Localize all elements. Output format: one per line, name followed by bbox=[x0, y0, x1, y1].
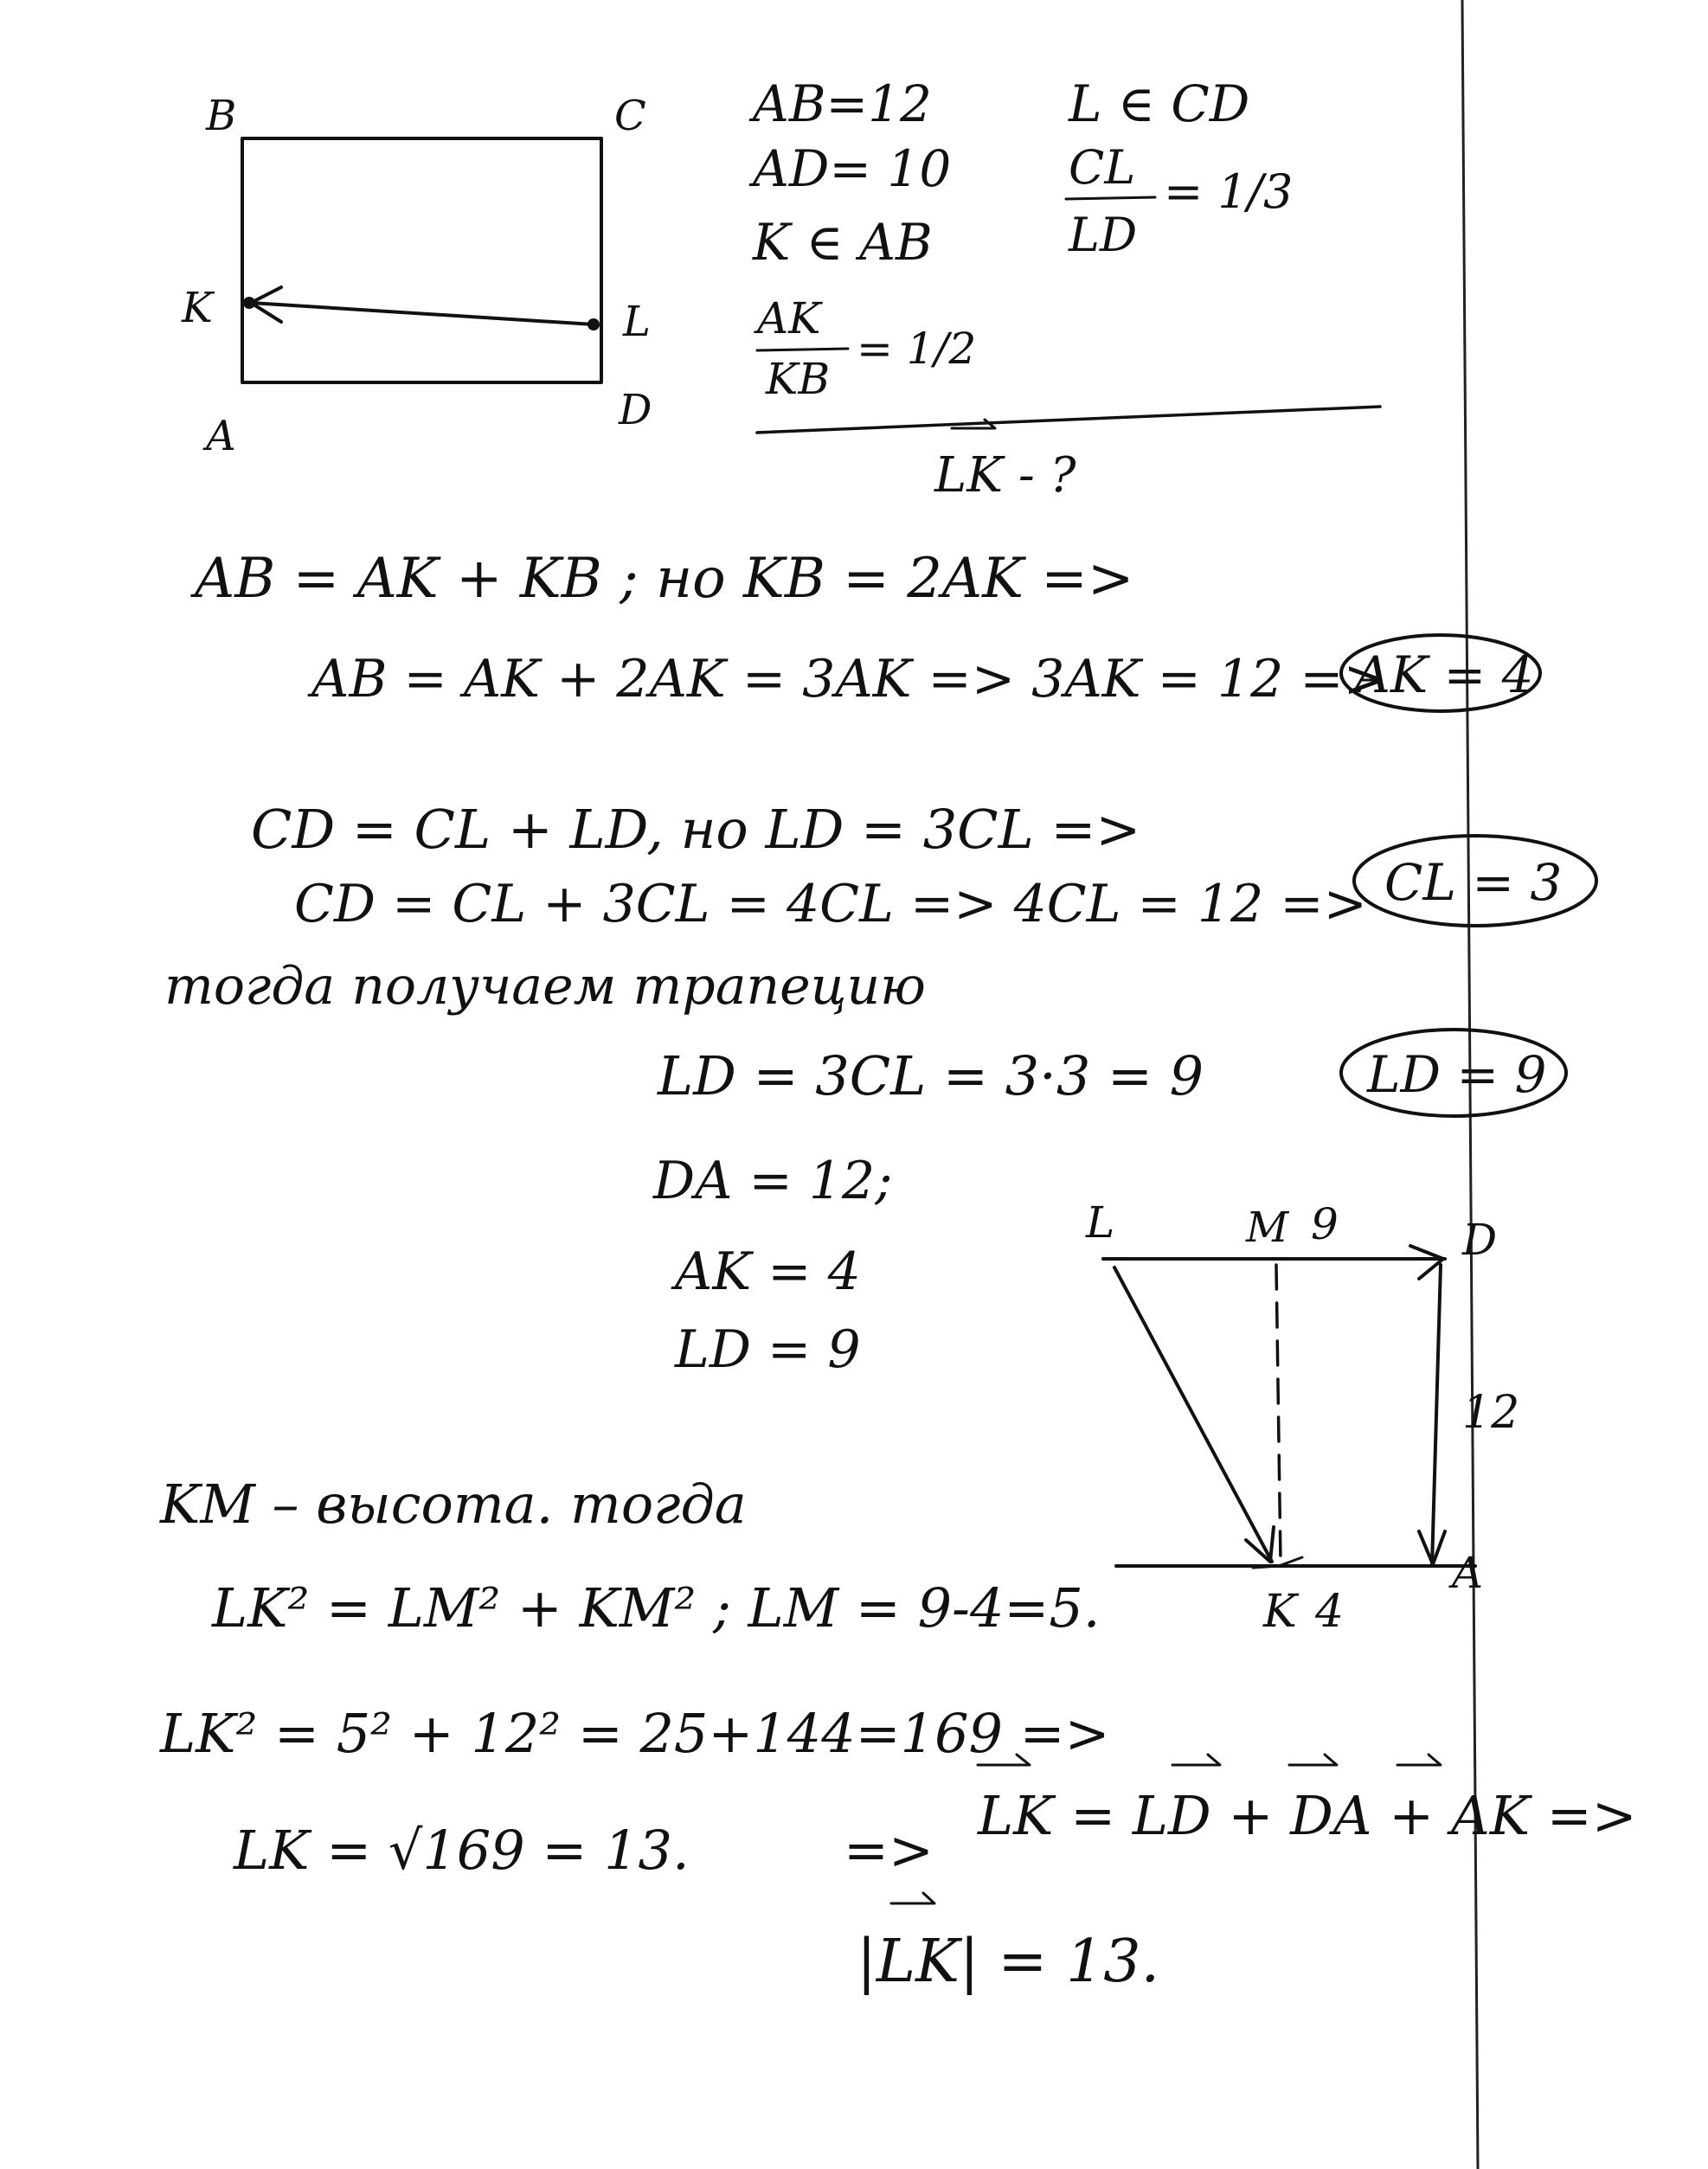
solution-line-3: CD = CL + LD, но LD = 3CL => bbox=[251, 798, 1141, 861]
given-block bbox=[748, 74, 1380, 504]
given-ratio-cl-denominator: LD bbox=[1069, 208, 1138, 262]
trapezoid-height-km bbox=[1276, 1265, 1281, 1562]
point-k-dot bbox=[243, 297, 255, 309]
given-ratio-cl-numerator: CL bbox=[1069, 140, 1136, 195]
vector-ak-arrow-mark bbox=[1397, 1755, 1441, 1765]
solution-line-6: LD = 3CL = 3·3 = 9 bbox=[658, 1044, 1204, 1107]
rectangle-abcd bbox=[242, 138, 601, 382]
vertex-c-label: C bbox=[614, 92, 646, 140]
top-length-label: 9 bbox=[1311, 1199, 1339, 1249]
given-ratio-cl-value: = 1/3 bbox=[1164, 164, 1294, 219]
solution-line-9: LK² = 5² + 12² = 25+144=169 => bbox=[160, 1702, 1110, 1765]
given-ratio-ak-bar bbox=[757, 349, 848, 350]
solution-line-4: CD = CL + 3CL = 4CL => 4CL = 12 => bbox=[294, 874, 1367, 934]
point-l-label-2: L bbox=[1086, 1197, 1115, 1248]
point-l-label: L bbox=[623, 298, 651, 346]
given-l-on-cd: L ∈ CD bbox=[1069, 74, 1250, 133]
vertex-a-label: A bbox=[206, 412, 236, 460]
vector-lk-line bbox=[251, 303, 594, 324]
trapezoid-lk-arrowhead bbox=[1246, 1527, 1274, 1562]
solution-line-5: тогда получаем трапецию bbox=[164, 956, 926, 1017]
solution-block bbox=[159, 547, 1637, 1996]
given-ratio-cl-bar bbox=[1066, 197, 1155, 199]
trapezoid-side-lk bbox=[1114, 1267, 1272, 1562]
solution-line-7: KM – высота. тогда bbox=[160, 1473, 747, 1536]
side-length-label: 12 bbox=[1462, 1387, 1520, 1439]
point-l-dot bbox=[588, 318, 600, 330]
solution-line-8: LK² = LM² + KM² ; LM = 9-4=5. bbox=[212, 1576, 1101, 1640]
list-da: DA = 12; bbox=[653, 1151, 893, 1211]
rectangle-figure bbox=[181, 92, 652, 460]
answer-cl: CL = 3 bbox=[1384, 853, 1563, 912]
point-k-label-2: K bbox=[1263, 1586, 1297, 1638]
vector-ld-arrow-mark bbox=[1172, 1755, 1220, 1765]
solution-line-10-arrow: => bbox=[844, 1819, 934, 1882]
point-a-label-2: A bbox=[1452, 1548, 1484, 1598]
final-answer: |LK| = 13. bbox=[857, 1928, 1160, 1996]
answer-ak: AK = 4 bbox=[1354, 645, 1534, 704]
given-ab: AB=12 bbox=[753, 74, 932, 133]
vector-da-arrow-mark bbox=[1289, 1755, 1337, 1765]
vector-equation: LK = LD + DA + AK => bbox=[978, 1784, 1637, 1847]
list-ak: AK = 4 bbox=[675, 1242, 861, 1302]
final-vector-arrow bbox=[891, 1893, 934, 1903]
trapezoid-ld-arrowhead bbox=[1410, 1246, 1443, 1279]
bottom-length-label: 4 bbox=[1315, 1586, 1345, 1638]
given-ad: AD= 10 bbox=[753, 139, 952, 198]
given-ratio-ak-numerator: AK bbox=[757, 293, 821, 343]
given-ratio-ak-denominator: KB bbox=[766, 354, 831, 404]
find-target: LK - ? bbox=[934, 447, 1076, 504]
solution-line-10: LK = √169 = 13. bbox=[234, 1819, 690, 1882]
given-k-on-ab: K ∈ AB bbox=[753, 213, 933, 272]
vertex-d-label: D bbox=[619, 386, 652, 434]
point-m-label: M bbox=[1246, 1203, 1289, 1252]
given-separator bbox=[757, 407, 1380, 433]
given-ratio-ak-value: = 1/2 bbox=[857, 324, 977, 374]
list-ld: LD = 9 bbox=[675, 1319, 861, 1380]
point-k-label: K bbox=[182, 284, 213, 332]
trapezoid-figure bbox=[1085, 1197, 1519, 1638]
vertex-b-label: B bbox=[206, 92, 237, 140]
point-d-label-2: D bbox=[1462, 1215, 1498, 1265]
solution-line-1: AB = AK + KB ; но KB = 2AK => bbox=[195, 547, 1134, 611]
solution-line-2: AB = AK + 2AK = 3AK => 3AK = 12 => bbox=[311, 649, 1387, 709]
trapezoid-side-da bbox=[1432, 1265, 1441, 1566]
answer-ld: LD = 9 bbox=[1367, 1045, 1547, 1104]
